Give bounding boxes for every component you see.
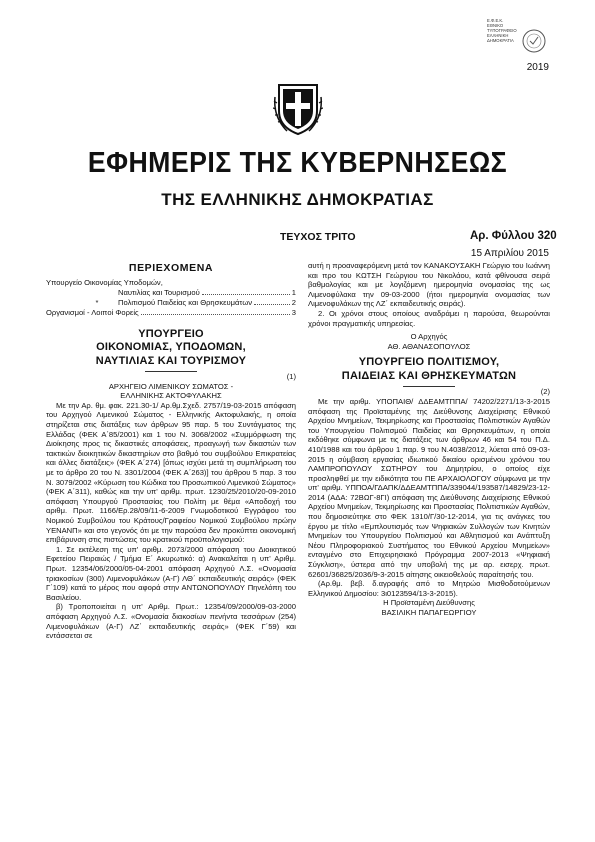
signature-role: Η Προϊσταμένη Διεύθυνσης — [383, 598, 475, 608]
body-paragraph: αυτή η προαναφερόμενη μετά τον ΚΑΝΑΚΟΥΣΑΚΗ Γεώργιο του Ιωάννη και προ του ΚΩΤΣΗ Γεώργιου του Νικολάου, κατά φθίνουσα σειρά βαθμολογίας και με λογιζόμενη ημερομηνία ονομασίας της ως Λιμενοφύλακα την 09-03-2000 (ήτοι ημερομηνία ονομασίας των Λιμενοφυλάκων της ΛΖ΄ εκπαιδευτικής σειράς). — [308, 261, 550, 309]
issue-series: ΤΕΥΧΟΣ ΤΡΙΤΟ — [280, 231, 356, 243]
toc-bullet: * — [95, 297, 99, 307]
gazette-title: ΕΦΗΜΕΡΙΣ ΤΗΣ ΚΥΒΕΡΝΗΣΕΩΣ — [87, 147, 508, 179]
body-paragraph: Με την αριθμ. ΥΠΟΠΑΙΘ/ ΔΔΕΑΜΤΠΠΑ/ 74202/2271/13-3-2015 απόφαση της Προϊσταμένης της Διεύθυνσης Διαχείρισης Εθνικού Αρχείου Μνημείων, Τεκμηρίωσης και Προστασίας Πολιτιστικών Αγαθών του Υπουργείου Πολιτισμού Παιδείας και Θρησκευμάτων, η οποία εκδόθηκε σύμφωνα με τις διατάξεις των άρθρων 46 και 54 του Π.Δ. 410/1988 και του άρθρου 1 παρ. 9 του Ν.4038/2012, λύεται από 09-03-2015 η σύμβαση εργασίας ιδιωτικού δικαίου ορισμένου χρόνου του ΛΑΜΠΡΟΠΟΥΛΟΥ ΣΩΤΗΡΟΥ του Δημητρίου, ο οποίος είχε προσληφθεί με την ειδικότητα του ΠΕ ΑΡΧΑΙΟΛΟΓΟΥ σύμφωνα με την υπ' αριθμ. ΥΠΠΟΑ/ΓΔΑΠΚ/ΔΔΕΑΜΤΠΠΑ/339044/193587/14829/23-12-2014 (ΑΔΑ: 72ΒΩΓ-8ΓΙ) απόφαση της Διεύθυνσης Διαχείρισης Εθνικού Αρχείου Μνημείων, Τεκμηρίωσης και Προστασίας Πολιτιστικών Αγαθών, που δημοσιεύτηκε στο ΦΕΚ 1310/Γ/30-12-2014, για τις ανάγκες του έργου με τίτλο «Εμπλουτισμός των Ψηφιακών Συλλογών των Κινητών Μνημείων του Υπουργείου Πολιτισμού και Αθλητισμού και Ανάπτυξη Νέου Πληροφοριακού Συστήματος του Εθνικού Αρχείου Μνημείων» ενταγμένο στο Επιχειρησιακό Πρόγραμμα 2007-2013 «Ψηφιακή Σύγκλιση», ύστερα από την υποβολή της με αρ. εισερχ. πρωτ. 62601/36825/2036/9-3-2015 αίτησης οικειοθελούς παραίτησής του. — [308, 396, 550, 579]
toc-entry[interactable] — [46, 288, 296, 298]
department-line: ΑΡΧΗΓΕΙΟ ΛΙΜΕΝΙΚΟΥ ΣΩΜΑΤΟΣ - — [108, 381, 234, 391]
ministry-heading-line: ΝΑΥΤΙΛΙΑΣ ΚΑΙ ΤΟΥΡΙΣΜΟΥ — [95, 354, 247, 367]
issue-date: 15 Απριλίου 2015 — [470, 248, 549, 259]
stamp-text — [487, 18, 523, 43]
body-paragraph: Με την Αρ. θμ. φακ. 221.30-1/ Αρ.θμ.Σχεδ. 2757/19-03-2015 απόφαση του Αρχηγού Λιμενικού Σώματος - Ελληνικής Ακτοφυλακής, η οποία στηρίζεται στις διατάξεις των άρθρων 95 παρ. 5 του Συντάγματος της Ελλάδας (ΦΕΚ Α΄85/2001) και 1 του Ν. 3068/2002 «Συμμόρφωση της Διοίκησης προς τις δικαστικές αποφάσεις, προαγωγή των δικαστών των τακτικών διοικητικών δικαστηρίων στο βαθμό του συμβούλου Επικρατείας και άλλες διατάξεις» (ΦΕΚ Α΄274) [όπως ισχύει μετά τη συμπλήρωση του με το άρθρο 20 του Ν. 3301/2004 (ΦΕΚ Α΄263)] του άρθρου 5 παρ. 3 του Ν. 3079/2002 «Κύρωση του Κώδικα του Προσωπικού Λιμενικού Σώματος» (ΦΕΚ Α΄311), καθώς και την υπ' αριθμ. πρωτ. 1230/25/2010/20-09-2010 απόφαση Υπουργού Προστασίας του Πολίτη με θέμα «Αποδοχή του αριθμ. Πρωτ. 1166/Ερ.28/09/11-6-2009 Γνωμοδοτικού Εγγράφου του Νομικού Συμβούλου του Κράτους/Γραφείου Νομικού Συμβούλου πρώην ΥΕΝΑΝΠ» και στο γεγονός ότι με την παρούσα δεν προκύπτει οικονομική επιβάρυνση στις πιστώσεις του κρατικού προϋπολογισμού: — [46, 400, 297, 545]
signature-name: ΒΑΣΙΛΙΚΗ ΠΑΠΑΓΕΩΡΓΙΟΥ — [381, 608, 477, 617]
toc-ministry — [46, 278, 296, 288]
right-column — [308, 261, 550, 618]
dot-leader — [254, 304, 290, 305]
dot-leader — [202, 294, 290, 295]
toc-title: ΠΕΡΙΕΧΟΜΕΝΑ — [128, 262, 214, 274]
department-heading — [46, 382, 296, 401]
left-column — [46, 261, 296, 641]
toc-entry[interactable] — [46, 308, 296, 318]
sheet-number: Αρ. Φύλλου 320 — [470, 230, 557, 242]
decision-number: (2) — [540, 387, 550, 397]
seal-icon — [521, 28, 547, 54]
issue-row — [0, 231, 595, 245]
toc-entry-label: Οργανισμοί - Λοιποί Φορείς — [46, 307, 139, 317]
greek-emblem-icon — [273, 77, 323, 137]
ministry-heading-line: ΟΙΚΟΝΟΜΙΑΣ, ΥΠΟΔΟΜΩΝ, — [96, 341, 246, 354]
toc-entry-page: 1 — [291, 287, 296, 297]
stamp-line: Ε.Φ.Ε.Κ. — [487, 18, 504, 23]
stamp-line: ΔΗΜΟΚΡΑΤΙΑ — [487, 38, 514, 43]
signature-role: Ο Αρχηγός — [410, 332, 448, 342]
signature-name: ΑΘ. ΑΘΑΝΑΣΟΠΟΥΛΟΣ — [387, 341, 471, 351]
ministry-heading-line: ΥΠΟΥΡΓΕΙΟ — [138, 327, 204, 340]
page-number: 2019 — [526, 62, 549, 73]
body-paragraph: 2. Οι χρόνοι στους οποίους αναδράμει η παρούσα, θεωρούνται χρόνοι πραγματικής υπηρεσίας. — [308, 308, 550, 328]
stamp-line: ΕΘΝΙΚΟ — [487, 23, 504, 28]
toc-entry-label: Ναυτιλίας και Τουρισμού — [118, 287, 200, 297]
gazette-subtitle: ΤΗΣ ΕΛΛΗΝΙΚΗΣ ΔΗΜΟΚΡΑΤΙΑΣ — [161, 190, 434, 209]
toc-entry[interactable] — [46, 298, 296, 308]
body-paragraph: (Αρ.θμ. βεβ. δ.αγραφής από το Μητρώο Μισθοδοτούμενων Ελληνικού Δημοσίου: 3ι0123594/13-3-2015). — [308, 579, 550, 598]
stamp-line: ΕΛΛΗΝΙΚΗ — [487, 33, 509, 38]
digital-signature-stamp — [487, 18, 549, 62]
ministry-heading — [46, 328, 296, 369]
body-paragraph: β) Τροποποιείται η υπ' Αριθμ. Πρωτ.: 12354/09/2000/09-03-2000 απόφαση Αρχηγού Λ.Σ. «Ονομασία διακοσίων πενήντα τεσσάρων (254) Λιμενοφυλάκων (Α-Γ) ΛΖ΄ εκπαιδευτικής σειράς» (ΦΕΚ Γ΄59) και εντάσσεται σε — [46, 602, 296, 641]
department-line: ΕΛΛΗΝΙΚΗΣ ΑΚΤΟΦΥΛΑΚΗΣ — [120, 391, 222, 401]
ministry-heading — [308, 356, 550, 383]
body-paragraph: 1. Σε εκτέλεση της υπ' αριθμ. 2073/2000 απόφαση του Διοικητικού Εφετείου Πειραιώς / Τμήμα Ε΄ Ακυρωτικό: α) Ανακαλείται η υπ' Αριθμ. Πρωτ. 12354/06/2000/05-04-2001 απόφαση Αρχηγού Λ.Σ. «Ονομασία τριακοσίων (300) Λιμενοφυλάκων (Α-Γ) ΛΘ΄ εκπαιδευτικής σειράς» (ΦΕΚ Γ΄109) κατά το μέρος που αφορά στην ΑΝΤΩΝΟΠΟΥΛΟΥ Πηνελόπη του Βασιλείου. — [46, 544, 296, 602]
toc-entry-label: Πολιτισμού Παιδείας και Θρησκευμάτων — [118, 297, 253, 307]
decision-number: (1) — [286, 372, 296, 382]
ministry-heading-line: ΥΠΟΥΡΓΕΙΟ ΠΟΛΙΤΙΣΜΟΥ, — [358, 356, 500, 369]
ministry-heading-line: ΠΑΙΔΕΙΑΣ ΚΑΙ ΘΡΗΣΚΕΥΜΑΤΩΝ — [341, 369, 517, 382]
toc-entry-page: 2 — [291, 297, 296, 307]
dot-leader — [141, 314, 290, 315]
stamp-line: ΤΥΠΟΓΡΑΦΕΙΟ — [487, 28, 517, 33]
toc-ministry-label: Υπουργείο Οικονομίας Υποδομών, — [46, 277, 163, 287]
toc-entry-page: 3 — [291, 307, 296, 317]
